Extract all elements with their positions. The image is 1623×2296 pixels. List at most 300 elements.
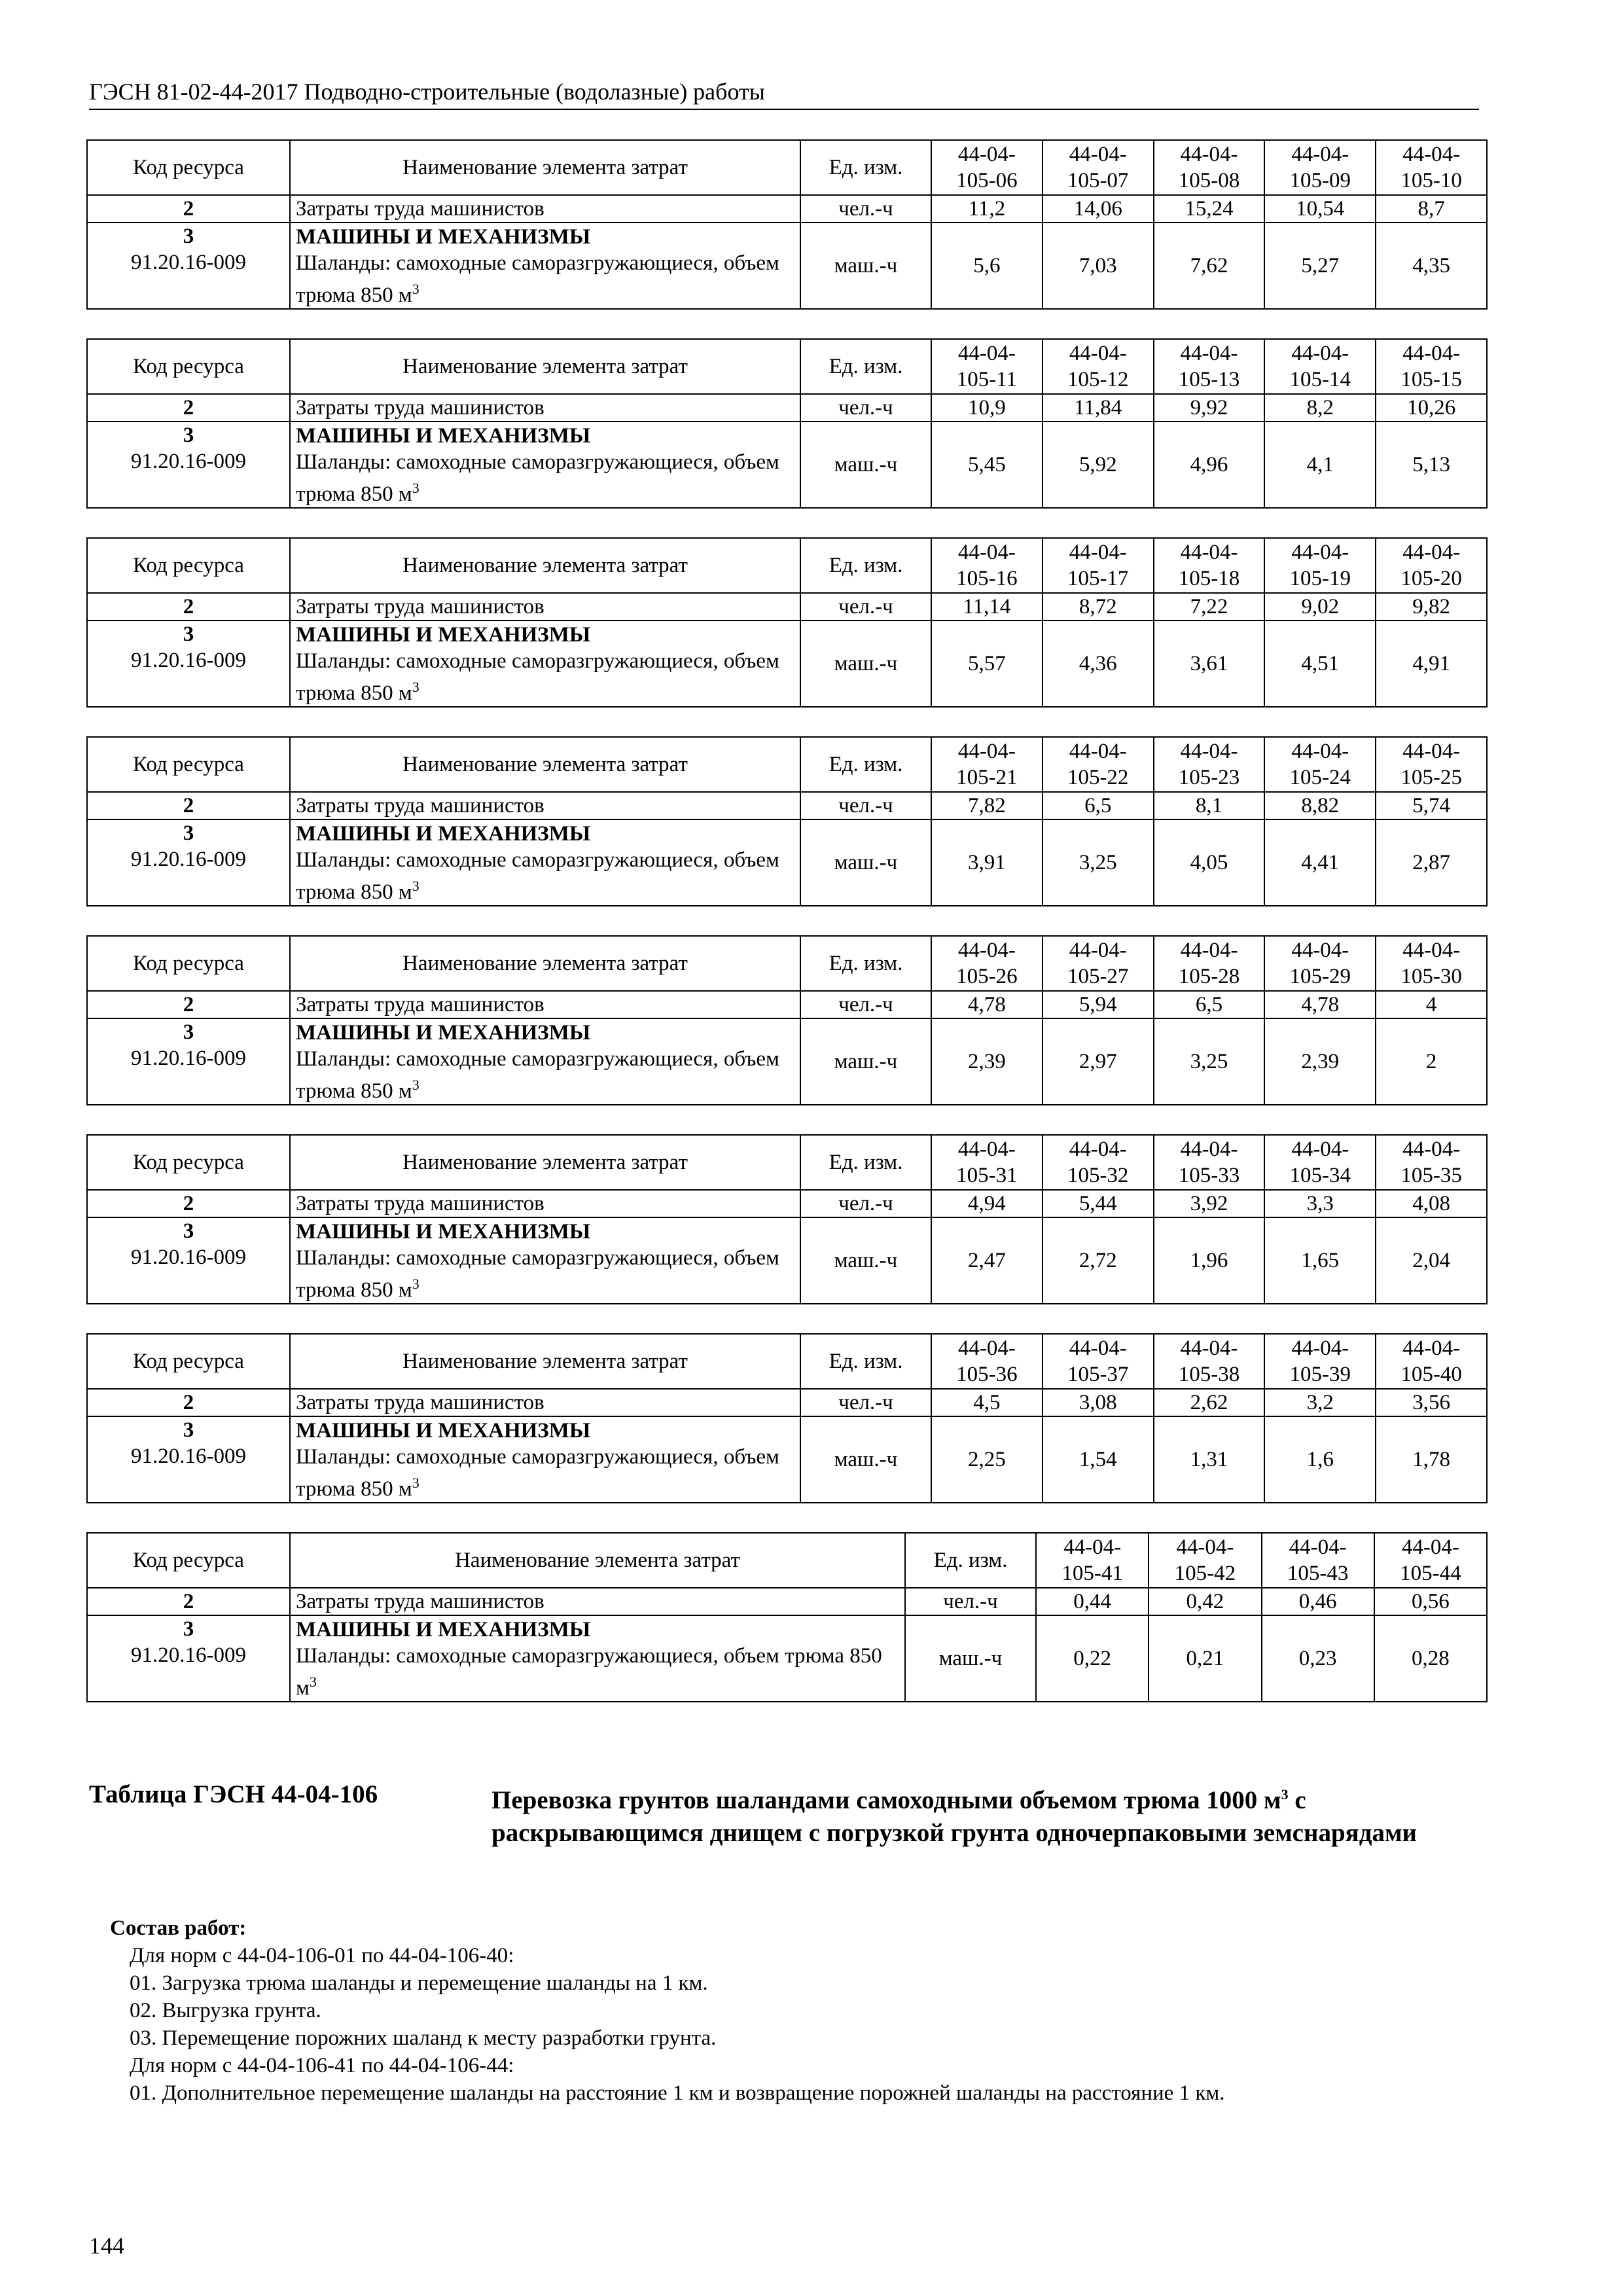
table-row: [87, 1588, 1487, 1615]
header-unit: Ед. изм.: [905, 1533, 1036, 1588]
norm-code-prefix: 44-04-: [1069, 143, 1127, 166]
header-unit: Ед. изм.: [800, 538, 931, 593]
norm-code-suffix: 105-31: [956, 1164, 1018, 1187]
section-code: 3: [183, 1418, 194, 1442]
section-title: [491, 1778, 1480, 1850]
header-norm-code: [1376, 737, 1487, 792]
norm-table: [86, 1134, 1488, 1304]
table-row: [87, 1389, 1487, 1416]
table-row: [87, 1217, 1487, 1304]
resource-code: [87, 1018, 290, 1105]
resource-code-value: 91.20.16-009: [131, 649, 246, 672]
norm-code-suffix: 105-40: [1400, 1363, 1462, 1386]
machine-value: 1,65: [1264, 1217, 1376, 1304]
resource-name: [290, 1615, 905, 1702]
work-line: Для норм с 44-04-106-01 по 44-04-106-40:: [130, 1944, 514, 1967]
machine-value: 5,92: [1043, 422, 1154, 508]
resource-unit: маш.-ч: [905, 1615, 1036, 1702]
section-code: 3: [183, 622, 194, 646]
machines-title: МАШИНЫ И МЕХАНИЗМЫ: [296, 1617, 591, 1641]
header-norm-code: [1043, 538, 1154, 593]
work-line: Для норм с 44-04-106-41 по 44-04-106-44:: [130, 2054, 514, 2077]
norm-table: [86, 1532, 1488, 1702]
labor-value: 6,5: [1043, 792, 1154, 819]
norm-code-prefix: 44-04-: [1402, 342, 1461, 365]
resource-code-value: 91.20.16-009: [131, 1047, 246, 1070]
resource-name-sup: 3: [412, 1076, 419, 1093]
header-norm-code: [1036, 1533, 1149, 1588]
resource-code: [87, 1217, 290, 1304]
norm-table: [86, 935, 1488, 1105]
norm-code-prefix: 44-04-: [957, 143, 1016, 166]
norm-code-suffix: 105-23: [1178, 766, 1240, 789]
machine-value: 2,72: [1043, 1217, 1154, 1304]
section-code: 3: [183, 821, 194, 845]
norm-code-prefix: 44-04-: [957, 1336, 1016, 1360]
labor-value: 3,08: [1043, 1389, 1154, 1416]
table-row: [87, 223, 1487, 309]
labor-value: 4,5: [931, 1389, 1043, 1416]
machine-value: 2,97: [1043, 1018, 1154, 1105]
resource-unit: чел.-ч: [800, 1389, 931, 1416]
labor-value: 2,62: [1154, 1389, 1265, 1416]
header-norm-code: [1376, 339, 1487, 394]
section-code: 3: [183, 1020, 194, 1044]
header-code: Код ресурса: [87, 1334, 290, 1389]
labor-value: 8,2: [1264, 394, 1376, 422]
header-norm-code: [931, 1334, 1043, 1389]
norm-code-prefix: 44-04-: [1291, 541, 1349, 564]
header-norm-code: [931, 538, 1043, 593]
header-name: Наименование элемента затрат: [290, 339, 800, 394]
resource-name-text: Шаланды: самоходные саморазгружающиеся, объем трюма 850 м: [296, 1047, 779, 1103]
resource-unit: чел.-ч: [800, 394, 931, 422]
norm-code-prefix: 44-04-: [1402, 939, 1461, 962]
labor-value: 3,92: [1154, 1190, 1265, 1217]
norm-code-suffix: 105-07: [1067, 169, 1129, 192]
machines-title: МАШИНЫ И МЕХАНИЗМЫ: [296, 423, 591, 448]
norm-code-suffix: 105-16: [956, 567, 1018, 590]
work-composition: [110, 1914, 1225, 2107]
table-header-row: [87, 1533, 1487, 1588]
header-norm-code: [931, 140, 1043, 195]
labor-value: 9,92: [1154, 394, 1265, 422]
norm-code-suffix: 105-35: [1400, 1164, 1462, 1187]
norm-code-suffix: 105-34: [1289, 1164, 1351, 1187]
header-norm-code: [1043, 936, 1154, 991]
labor-value: 4,08: [1376, 1190, 1487, 1217]
header-norm-code: [1043, 1334, 1154, 1389]
header-norm-code: [1043, 737, 1154, 792]
table-header-row: [87, 936, 1487, 991]
labor-value: 11,2: [931, 195, 1043, 223]
table-row: [87, 394, 1487, 422]
resource-code: 2: [87, 991, 290, 1018]
header-norm-code: [1149, 1533, 1261, 1588]
resource-name-sup: 3: [412, 1474, 419, 1491]
norm-code-suffix: 105-37: [1067, 1363, 1129, 1386]
page-number: 144: [89, 2233, 124, 2259]
header-norm-code: [1264, 140, 1376, 195]
machine-value: 4,35: [1376, 223, 1487, 309]
header-norm-code: [1154, 1135, 1265, 1190]
table-row: [87, 1018, 1487, 1105]
table-row: [87, 991, 1487, 1018]
norm-code-prefix: 44-04-: [1180, 939, 1238, 962]
table-header-row: [87, 339, 1487, 394]
machines-title: МАШИНЫ И МЕХАНИЗМЫ: [296, 622, 591, 647]
table-row: [87, 792, 1487, 819]
norm-table: [86, 338, 1488, 509]
machine-value: 1,96: [1154, 1217, 1265, 1304]
labor-value: 7,22: [1154, 593, 1265, 620]
header-norm-code: [1154, 936, 1265, 991]
table-row: [87, 819, 1487, 906]
norm-code-suffix: 105-28: [1178, 965, 1240, 988]
header-norm-code: [1376, 1135, 1487, 1190]
header-code: Код ресурса: [87, 936, 290, 991]
section-code: 3: [183, 423, 194, 447]
resource-name: [290, 1018, 800, 1105]
header-name: Наименование элемента затрат: [290, 1334, 800, 1389]
header-code: Код ресурса: [87, 1135, 290, 1190]
labor-value: 3,2: [1264, 1389, 1376, 1416]
section-title-text-end: с раскрывающимся днищем с погрузкой грунта одночерпаковыми земснарядами: [491, 1786, 1418, 1847]
resource-code: 2: [87, 792, 290, 819]
resource-code: 2: [87, 1389, 290, 1416]
norm-code-prefix: 44-04-: [1291, 740, 1349, 763]
labor-value: 10,26: [1376, 394, 1487, 422]
resource-code: [87, 422, 290, 508]
resource-unit: маш.-ч: [800, 223, 931, 309]
norm-code-suffix: 105-36: [956, 1363, 1018, 1386]
machine-value: 5,57: [931, 620, 1043, 707]
norm-table: [86, 537, 1488, 708]
machine-value: 0,23: [1262, 1615, 1374, 1702]
header-norm-code: [1154, 140, 1265, 195]
norm-code-suffix: 105-33: [1178, 1164, 1240, 1187]
labor-value: 4: [1376, 991, 1487, 1018]
resource-name: Затраты труда машинистов: [290, 1588, 905, 1615]
norm-code-suffix: 105-11: [956, 368, 1018, 391]
machine-value: 4,91: [1376, 620, 1487, 707]
table-header-row: [87, 737, 1487, 792]
header-code: Код ресурса: [87, 538, 290, 593]
machine-value: 7,03: [1043, 223, 1154, 309]
work-line: 03. Перемещение порожних шаланд к месту разработки грунта.: [130, 2026, 717, 2050]
norm-code-suffix: 105-08: [1178, 169, 1240, 192]
labor-value: 8,7: [1376, 195, 1487, 223]
labor-value: 5,74: [1376, 792, 1487, 819]
norm-code-prefix: 44-04-: [1063, 1535, 1122, 1559]
resource-code-value: 91.20.16-009: [131, 848, 246, 871]
norm-code-prefix: 44-04-: [1180, 740, 1238, 763]
header-norm-code: [931, 339, 1043, 394]
running-header: ГЭСН 81-02-44-2017 Подводно-строительные (водолазные) работы: [89, 77, 1479, 110]
resource-code-value: 91.20.16-009: [131, 1444, 246, 1468]
norm-code-prefix: 44-04-: [1180, 143, 1238, 166]
header-name: Наименование элемента затрат: [290, 1135, 800, 1190]
norm-code-suffix: 105-18: [1178, 567, 1240, 590]
norm-code-suffix: 105-09: [1289, 169, 1351, 192]
resource-name-text: Шаланды: самоходные саморазгружающиеся, объем трюма 850 м: [296, 1444, 779, 1501]
resource-name: Затраты труда машинистов: [290, 195, 800, 223]
resource-name-text: Шаланды: самоходные саморазгружающиеся, объем трюма 850 м: [296, 450, 779, 506]
norm-code-prefix: 44-04-: [1402, 1138, 1461, 1161]
header-norm-code: [1264, 538, 1376, 593]
resource-code: 2: [87, 1588, 290, 1615]
header-norm-code: [1262, 1533, 1374, 1588]
norm-code-prefix: 44-04-: [1069, 342, 1127, 365]
norm-code-suffix: 105-32: [1067, 1164, 1129, 1187]
table-row: [87, 1190, 1487, 1217]
machines-title: МАШИНЫ И МЕХАНИЗМЫ: [296, 1020, 591, 1045]
norm-code-prefix: 44-04-: [1176, 1535, 1234, 1559]
machine-value: 2,04: [1376, 1217, 1487, 1304]
norm-code-suffix: 105-10: [1400, 169, 1462, 192]
resource-name: Затраты труда машинистов: [290, 991, 800, 1018]
labor-value: 4,78: [1264, 991, 1376, 1018]
labor-value: 0,46: [1262, 1588, 1374, 1615]
labor-value: 6,5: [1154, 991, 1265, 1018]
norm-code-suffix: 105-27: [1067, 965, 1129, 988]
norm-code-prefix: 44-04-: [1069, 740, 1127, 763]
resource-code-value: 91.20.16-009: [131, 1643, 246, 1667]
section-code: 3: [183, 1219, 194, 1243]
resource-unit: маш.-ч: [800, 819, 931, 906]
norm-code-suffix: 105-25: [1400, 766, 1462, 789]
machine-value: 3,25: [1043, 819, 1154, 906]
norm-code-prefix: 44-04-: [1069, 541, 1127, 564]
norm-code-prefix: 44-04-: [957, 740, 1016, 763]
header-norm-code: [1376, 1334, 1487, 1389]
resource-code: 2: [87, 1190, 290, 1217]
header-code: Код ресурса: [87, 1533, 290, 1588]
header-code: Код ресурса: [87, 339, 290, 394]
resource-name: [290, 422, 800, 508]
labor-value: 9,82: [1376, 593, 1487, 620]
resource-name-text: Шаланды: самоходные саморазгружающиеся, объем трюма 850 м: [296, 649, 779, 705]
machines-title: МАШИНЫ И МЕХАНИЗМЫ: [296, 821, 591, 846]
table-row: [87, 195, 1487, 223]
resource-name-sup: 3: [412, 678, 419, 695]
header-name: Наименование элемента затрат: [290, 737, 800, 792]
header-code: Код ресурса: [87, 140, 290, 195]
norm-code-prefix: 44-04-: [957, 1138, 1016, 1161]
resource-code-value: 91.20.16-009: [131, 251, 246, 274]
machine-value: 4,96: [1154, 422, 1265, 508]
resource-name-sup: 3: [412, 280, 419, 297]
labor-value: 0,42: [1149, 1588, 1261, 1615]
norm-code-suffix: 105-13: [1178, 368, 1240, 391]
resource-unit: чел.-ч: [800, 792, 931, 819]
norm-code-prefix: 44-04-: [1402, 541, 1461, 564]
norm-code-prefix: 44-04-: [1402, 143, 1461, 166]
table-row: [87, 1416, 1487, 1503]
resource-name: Затраты труда машинистов: [290, 1190, 800, 1217]
norm-code-suffix: 105-14: [1289, 368, 1351, 391]
machines-title: МАШИНЫ И МЕХАНИЗМЫ: [296, 1418, 591, 1443]
machine-value: 2,25: [931, 1416, 1043, 1503]
norm-code-suffix: 105-30: [1400, 965, 1462, 988]
machine-value: 5,6: [931, 223, 1043, 309]
norm-code-prefix: 44-04-: [1402, 1336, 1461, 1360]
resource-unit: маш.-ч: [800, 1018, 931, 1105]
section-code: 3: [183, 1617, 194, 1641]
header-norm-code: [1154, 1334, 1265, 1389]
norm-code-prefix: 44-04-: [1291, 143, 1349, 166]
labor-value: 8,72: [1043, 593, 1154, 620]
machine-value: 7,62: [1154, 223, 1265, 309]
header-unit: Ед. изм.: [800, 339, 931, 394]
norm-code-suffix: 105-42: [1174, 1562, 1236, 1585]
machine-value: 1,31: [1154, 1416, 1265, 1503]
norm-code-prefix: 44-04-: [1069, 1336, 1127, 1360]
header-norm-code: [1154, 339, 1265, 394]
header-unit: Ед. изм.: [800, 1334, 931, 1389]
machine-value: 3,25: [1154, 1018, 1265, 1105]
labor-value: 14,06: [1043, 195, 1154, 223]
header-name: Наименование элемента затрат: [290, 936, 800, 991]
labor-value: 0,56: [1374, 1588, 1487, 1615]
norm-code-prefix: 44-04-: [1180, 1336, 1238, 1360]
resource-name-sup: 3: [309, 1673, 317, 1690]
machine-value: 5,27: [1264, 223, 1376, 309]
header-norm-code: [1154, 538, 1265, 593]
work-line: 01. Дополнительное перемещение шаланды на расстояние 1 км и возвращение порожней шаланды на расстояние 1 км.: [130, 2081, 1225, 2105]
machine-value: 1,54: [1043, 1416, 1154, 1503]
work-line: 02. Выгрузка грунта.: [130, 1999, 321, 2022]
norm-table: [86, 1333, 1488, 1503]
header-unit: Ед. изм.: [800, 737, 931, 792]
labor-value: 11,14: [931, 593, 1043, 620]
norm-code-prefix: 44-04-: [1291, 939, 1349, 962]
machine-value: 0,28: [1374, 1615, 1487, 1702]
header-norm-code: [1264, 936, 1376, 991]
header-norm-code: [931, 1135, 1043, 1190]
header-code: Код ресурса: [87, 737, 290, 792]
norm-code-prefix: 44-04-: [1402, 740, 1461, 763]
norm-code-suffix: 105-15: [1400, 368, 1462, 391]
machine-value: 2,39: [931, 1018, 1043, 1105]
resource-name: [290, 620, 800, 707]
labor-value: 0,44: [1036, 1588, 1149, 1615]
resource-code: [87, 620, 290, 707]
header-norm-code: [931, 737, 1043, 792]
norm-code-prefix: 44-04-: [1291, 1336, 1349, 1360]
machine-value: 5,13: [1376, 422, 1487, 508]
resource-unit: чел.-ч: [800, 991, 931, 1018]
resource-name-sup: 3: [412, 479, 419, 496]
machine-value: 4,41: [1264, 819, 1376, 906]
resource-name: Затраты труда машинистов: [290, 394, 800, 422]
labor-value: 11,84: [1043, 394, 1154, 422]
table-header-row: [87, 1334, 1487, 1389]
norm-tables: [86, 139, 1486, 1731]
resource-code-value: 91.20.16-009: [131, 450, 246, 473]
resource-code: 2: [87, 593, 290, 620]
resource-unit: маш.-ч: [800, 620, 931, 707]
norm-code-prefix: 44-04-: [957, 939, 1016, 962]
norm-code-suffix: 105-06: [956, 169, 1018, 192]
resource-unit: чел.-ч: [905, 1588, 1036, 1615]
header-norm-code: [1374, 1533, 1487, 1588]
resource-code: [87, 1615, 290, 1702]
resource-unit: маш.-ч: [800, 1416, 931, 1503]
machine-value: 4,36: [1043, 620, 1154, 707]
resource-unit: чел.-ч: [800, 195, 931, 223]
norm-code-suffix: 105-38: [1178, 1363, 1240, 1386]
labor-value: 5,44: [1043, 1190, 1154, 1217]
norm-code-suffix: 105-29: [1289, 965, 1351, 988]
labor-value: 5,94: [1043, 991, 1154, 1018]
machine-value: 1,78: [1376, 1416, 1487, 1503]
norm-code-suffix: 105-43: [1287, 1562, 1349, 1585]
header-norm-code: [1043, 339, 1154, 394]
norm-code-suffix: 105-20: [1400, 567, 1462, 590]
machine-value: 0,22: [1036, 1615, 1149, 1702]
resource-name: Затраты труда машинистов: [290, 792, 800, 819]
header-norm-code: [1264, 1135, 1376, 1190]
machines-title: МАШИНЫ И МЕХАНИЗМЫ: [296, 1219, 591, 1244]
norm-code-suffix: 105-19: [1289, 567, 1351, 590]
labor-value: 7,82: [931, 792, 1043, 819]
resource-name: Затраты труда машинистов: [290, 593, 800, 620]
machine-value: 3,91: [931, 819, 1043, 906]
resource-unit: чел.-ч: [800, 593, 931, 620]
norm-code-prefix: 44-04-: [1291, 342, 1349, 365]
work-line: 01. Загрузка трюма шаланды и перемещение шаланды на 1 км.: [130, 1971, 708, 1995]
table-header-row: [87, 538, 1487, 593]
norm-table: [86, 736, 1488, 906]
header-norm-code: [931, 936, 1043, 991]
header-norm-code: [1264, 1334, 1376, 1389]
resource-code: [87, 223, 290, 309]
machines-title: МАШИНЫ И МЕХАНИЗМЫ: [296, 224, 591, 249]
norm-code-prefix: 44-04-: [1180, 1138, 1238, 1161]
machine-value: 2,47: [931, 1217, 1043, 1304]
header-name: Наименование элемента затрат: [290, 1533, 905, 1588]
header-name: Наименование элемента затрат: [290, 140, 800, 195]
header-norm-code: [1264, 339, 1376, 394]
labor-value: 10,54: [1264, 195, 1376, 223]
norm-code-suffix: 105-17: [1067, 567, 1129, 590]
norm-code-prefix: 44-04-: [1069, 939, 1127, 962]
header-norm-code: [1154, 737, 1265, 792]
norm-code-prefix: 44-04-: [1069, 1138, 1127, 1161]
norm-code-suffix: 105-12: [1067, 368, 1129, 391]
header-norm-code: [1376, 936, 1487, 991]
header-unit: Ед. изм.: [800, 140, 931, 195]
resource-name: Затраты труда машинистов: [290, 1389, 800, 1416]
machine-value: 4,51: [1264, 620, 1376, 707]
norm-code-prefix: 44-04-: [1289, 1535, 1347, 1559]
table-header-row: [87, 1135, 1487, 1190]
resource-name-text: Шаланды: самоходные саморазгружающиеся, объем трюма 850 м: [296, 1643, 882, 1700]
table-header-row: [87, 140, 1487, 195]
header-norm-code: [1043, 1135, 1154, 1190]
table-row: [87, 620, 1487, 707]
resource-name: [290, 223, 800, 309]
machine-value: 4,05: [1154, 819, 1265, 906]
resource-name: [290, 819, 800, 906]
table-row: [87, 422, 1487, 508]
norm-table: [86, 139, 1488, 310]
resource-code: 2: [87, 195, 290, 223]
labor-value: 8,1: [1154, 792, 1265, 819]
norm-code-suffix: 105-22: [1067, 766, 1129, 789]
resource-name-sup: 3: [412, 877, 419, 894]
